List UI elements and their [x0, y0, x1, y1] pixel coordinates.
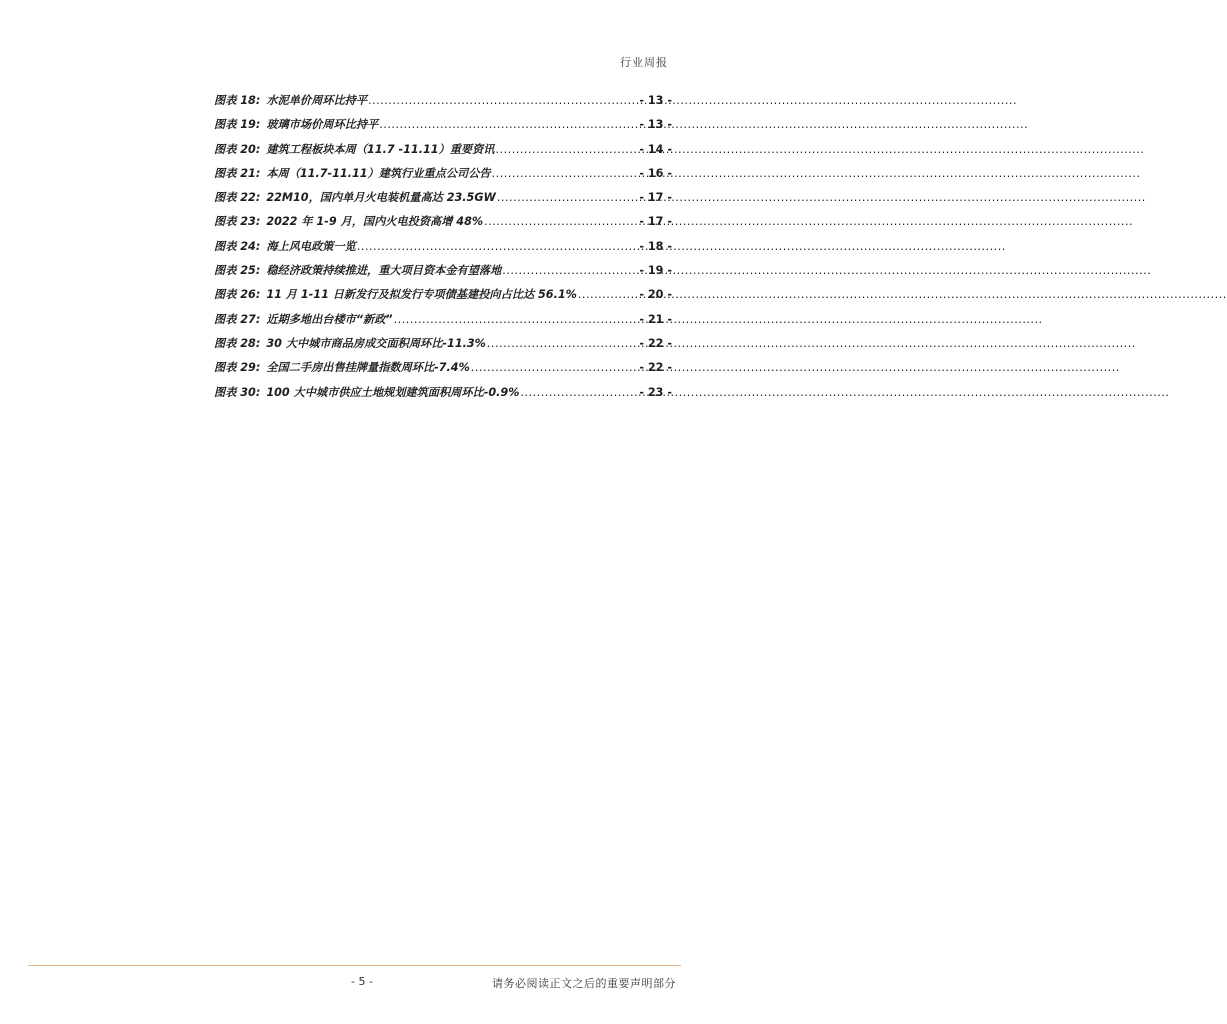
toc-figure-label: 图表 23: [214, 215, 261, 229]
toc-figure-label: 图表 20: [214, 142, 261, 156]
toc-entry[interactable] [214, 335, 672, 359]
page-number: - 5 - [351, 975, 373, 988]
report-type-label: 行业周报 [620, 56, 668, 69]
toc-figure-label: 图表 26: [214, 288, 261, 302]
toc-entry[interactable] [214, 92, 672, 116]
toc-page-number: - 19 - [639, 264, 672, 278]
toc-dot-leader [492, 167, 639, 180]
toc-figure-title: 22M10，国内单月火电装机量高达 23.5GW [266, 191, 496, 205]
toc-page-number: - 20 - [639, 288, 672, 302]
table-of-figures [214, 92, 672, 408]
toc-dot-leader [578, 288, 639, 301]
toc-figure-label: 图表 24: [214, 239, 261, 253]
toc-figure-title: 水泥单价周环比持平 [266, 94, 368, 107]
toc-entry[interactable] [214, 165, 672, 189]
toc-figure-label: 图表 22: [214, 191, 261, 205]
toc-dot-leader [520, 386, 638, 399]
toc-figure-label: 图表 28: [214, 336, 261, 350]
toc-page-number: - 22 - [639, 361, 672, 375]
toc-figure-title: 100 大中城市供应土地规划建筑面积周环比-0.9% [266, 385, 520, 399]
toc-entry[interactable] [214, 286, 672, 310]
toc-figure-label: 图表 18: [214, 94, 261, 107]
toc-figure-title: 海上风电政策一览 [266, 239, 356, 253]
toc-page-number: - 23 - [639, 385, 672, 399]
toc-figure-title: 玻璃市场价周环比持平 [266, 118, 379, 132]
toc-dot-leader [379, 118, 638, 131]
toc-figure-title: 30 大中城市商品房成交面积周环比-11.3% [266, 336, 486, 350]
toc-entry[interactable] [214, 141, 672, 165]
toc-dot-leader [394, 313, 639, 326]
toc-dot-leader [495, 143, 638, 156]
toc-entry[interactable] [214, 238, 672, 262]
toc-entry[interactable] [214, 213, 672, 237]
toc-page-number: - 17 - [639, 191, 672, 205]
toc-figure-label: 图表 27: [214, 312, 261, 326]
toc-dot-leader [368, 94, 638, 107]
toc-figure-title: 本周（11.7-11.11）建筑行业重点公司公告 [266, 166, 491, 180]
toc-entry[interactable] [214, 116, 672, 140]
toc-figure-title: 近期多地出台楼市“新政” [266, 312, 393, 326]
toc-entry[interactable] [214, 189, 672, 213]
toc-dot-leader [484, 215, 638, 228]
toc-page-number: - 13 - [639, 94, 672, 107]
toc-figure-label: 图表 19: [214, 118, 261, 132]
toc-dot-leader [487, 337, 638, 350]
toc-figure-title: 11 月 1-11 日新发行及拟发行专项债基建投向占比达 56.1% [266, 288, 577, 302]
toc-entry[interactable] [214, 262, 672, 286]
toc-page-number: - 14 - [639, 142, 672, 156]
toc-dot-leader [357, 240, 639, 253]
toc-figure-title: 2022 年 1-9 月，国内火电投资高增 48% [266, 215, 484, 229]
toc-figure-title: 全国二手房出售挂牌量指数周环比-7.4% [266, 361, 470, 375]
toc-page-number: - 18 - [639, 239, 672, 253]
toc-figure-label: 图表 29: [214, 361, 261, 375]
toc-figure-title: 建筑工程板块本周（11.7 -11.11）重要资讯 [266, 142, 495, 156]
toc-entry[interactable] [214, 359, 672, 383]
toc-dot-leader [502, 264, 638, 277]
footer-divider [28, 965, 681, 966]
toc-entry[interactable] [214, 384, 672, 408]
toc-figure-label: 图表 30: [214, 385, 261, 399]
toc-page-number: - 16 - [639, 166, 672, 180]
toc-page-number: - 21 - [639, 312, 672, 326]
toc-dot-leader [471, 361, 639, 374]
toc-figure-label: 图表 21: [214, 166, 261, 180]
toc-page-number: - 22 - [639, 336, 672, 350]
toc-figure-label: 图表 25: [214, 264, 261, 278]
footer-disclaimer: 请务必阅读正文之后的重要声明部分 [492, 977, 676, 990]
toc-dot-leader [497, 191, 638, 204]
toc-page-number: - 17 - [639, 215, 672, 229]
toc-entry[interactable] [214, 311, 672, 335]
toc-figure-title: 稳经济政策持续推进，重大项目资本金有望落地 [266, 264, 502, 278]
toc-page-number: - 13 - [639, 118, 672, 132]
